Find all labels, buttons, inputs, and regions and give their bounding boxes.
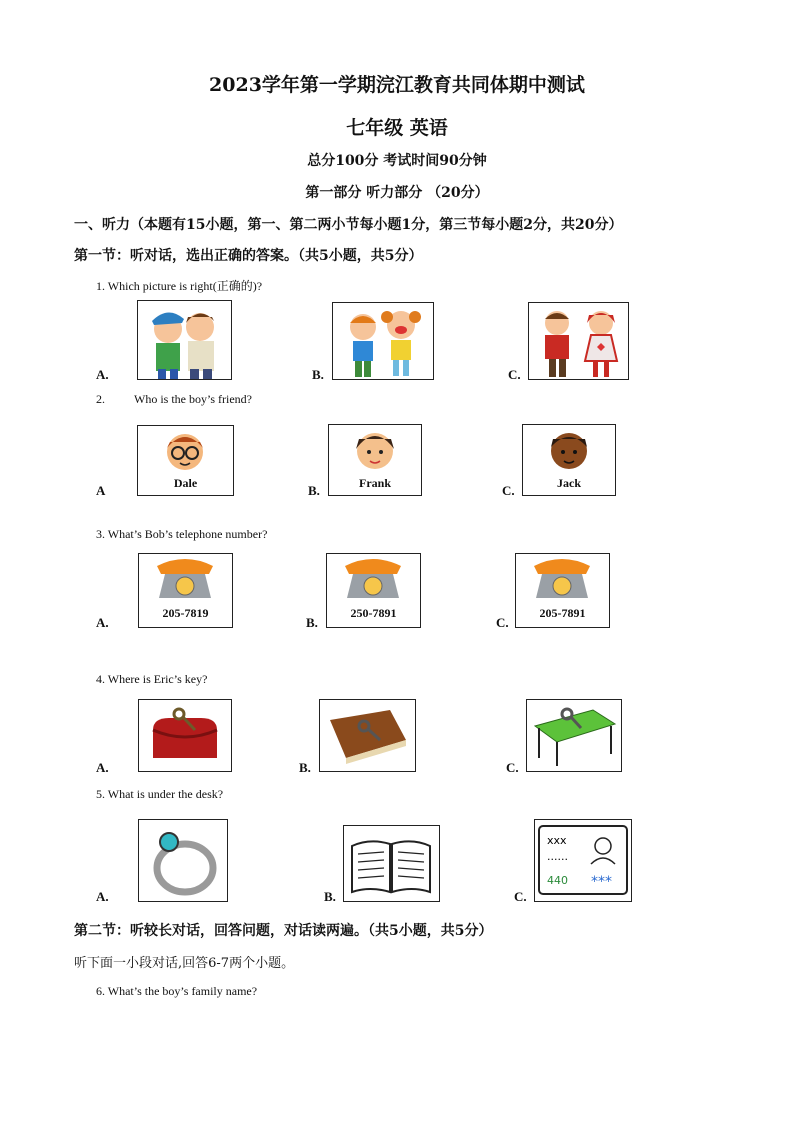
q3-picture-b: [326, 553, 421, 628]
question-4: 4. Where is Eric’s key?: [96, 672, 208, 686]
q5-picture-b: [343, 825, 440, 902]
q1-picture-b: [332, 302, 434, 380]
q4-option-c[interactable]: C.: [506, 760, 519, 775]
q2-option-c[interactable]: C.: [502, 483, 515, 498]
q2-name-b: Frank: [358, 476, 391, 490]
q4-option-a[interactable]: A.: [96, 760, 109, 775]
score-time: 总分100分 考试时间90分钟: [307, 153, 487, 169]
q2-name-c: Jack: [557, 476, 581, 490]
question-1: 1. Which picture is right(正确的)?: [96, 279, 263, 293]
exam-title: 2023学年第一学期浣江教育共同体期中测试: [209, 74, 585, 96]
q3-number-b: 250-7891: [350, 606, 397, 620]
q1-picture-c: [528, 302, 629, 380]
q1-picture-a: [137, 300, 232, 380]
q2-option-b[interactable]: B.: [308, 483, 320, 498]
q2-option-a[interactable]: A: [96, 483, 106, 498]
subsection-1: 第一节：听对话，选出正确的答案。（共5小题，共5分）: [74, 248, 423, 264]
q3-picture-a: [138, 553, 233, 628]
open-book-icon: [344, 826, 439, 901]
section2-intro: 听下面一小段对话,回答6-7两个小题。: [74, 956, 295, 971]
q1-option-a[interactable]: A.: [96, 367, 109, 382]
kids-pair-icon: [138, 301, 231, 379]
q5-option-b[interactable]: B.: [324, 889, 336, 904]
question-2: Who is the boy’s friend?: [134, 392, 252, 406]
section-heading: 一、听力（本题有15小题，第一、第二两小节每小题1分，第三节每小题2分，共20分）: [74, 217, 623, 233]
part-heading: 第一部分 听力部分 （20分）: [305, 185, 489, 201]
q3-option-c[interactable]: C.: [496, 615, 509, 630]
q5-picture-a: [138, 819, 228, 902]
question-5: 5. What is under the desk?: [96, 787, 224, 801]
q5-option-a[interactable]: A.: [96, 889, 109, 904]
q4-picture-b: [319, 699, 416, 772]
card-text-dots: ......: [547, 850, 568, 863]
ring-icon: [139, 820, 227, 901]
q1-option-b[interactable]: B.: [312, 367, 324, 382]
q3-number-c: 205-7891: [539, 606, 586, 620]
question-6: 6. What’s the boy’s family name?: [96, 984, 258, 998]
q5-picture-c: [534, 819, 632, 902]
card-text-stars: ***: [591, 874, 612, 890]
q4-picture-c: [526, 699, 622, 772]
q3-option-a[interactable]: A.: [96, 615, 109, 630]
q3-option-b[interactable]: B.: [306, 615, 318, 630]
subsection-2: 第二节：听较长对话，回答问题，对话读两遍。（共5小题，共5分）: [74, 923, 493, 939]
q3-number-a: 205-7819: [162, 606, 209, 620]
q4-option-b[interactable]: B.: [299, 760, 311, 775]
grade-subject: 七年级 英语: [346, 117, 448, 139]
q1-option-c[interactable]: C.: [508, 367, 521, 382]
question-2-number: 2.: [96, 392, 105, 406]
q2-picture-b: [328, 424, 422, 496]
card-text-440: 440: [547, 874, 568, 887]
q2-picture-c: [522, 424, 616, 496]
q4-picture-a: [138, 699, 232, 772]
q2-picture-a: [137, 425, 234, 496]
card-text-xxx: xxx: [547, 834, 567, 847]
q2-name-a: Dale: [173, 476, 198, 490]
q3-picture-c: [515, 553, 610, 628]
q5-option-c[interactable]: C.: [514, 889, 527, 904]
id-card-icon: [535, 820, 631, 901]
question-3: 3. What’s Bob’s telephone number?: [96, 527, 268, 541]
